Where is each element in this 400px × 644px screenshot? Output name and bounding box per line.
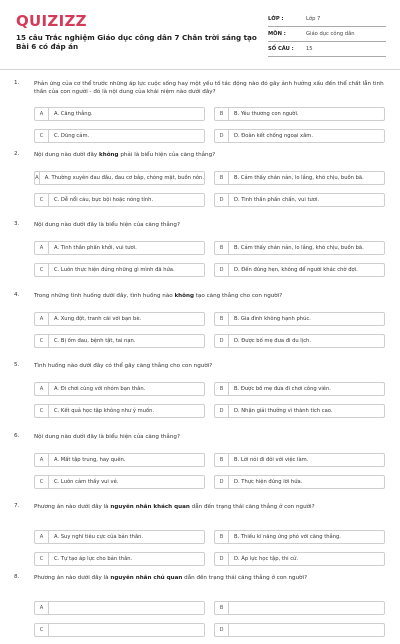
option-text: C. Tự tạo áp lực cho bản thân. (54, 556, 133, 562)
option-text: D. Áp lực học tập, thi cử. (234, 556, 298, 562)
answer-option-c[interactable] (34, 334, 205, 348)
option-letter: C (35, 476, 49, 488)
meta-value: Giáo dục công dân (306, 31, 355, 37)
question-item (0, 433, 400, 503)
answer-option-d[interactable] (214, 623, 385, 637)
question-text-part: Phương án nào dưới đây là (34, 504, 111, 510)
option-text: B. Thiếu kĩ năng ứng phó với căng thẳng. (234, 534, 341, 540)
question-text-part: Nội dung nào dưới đây là biểu hiện của căng thẳng? (34, 433, 180, 440)
option-letter: B (215, 383, 229, 395)
answer-option-a[interactable] (34, 382, 205, 396)
question-item (0, 362, 400, 432)
answer-option-b[interactable] (214, 601, 385, 615)
answer-option-b[interactable] (214, 107, 385, 121)
option-text: D. Thực hiện đúng lời hứa. (234, 478, 303, 485)
question-number: 6. (14, 432, 20, 439)
question-text (34, 574, 384, 582)
option-text: B. Cảm thấy chán nản, lo lắng, khó chịu, buồn bã. (234, 245, 364, 251)
answer-option-c[interactable] (34, 475, 205, 489)
option-letter: A (35, 108, 49, 120)
question-number: 7. (14, 503, 20, 509)
option-letter: B (215, 313, 229, 325)
option-text: C. Luôn thực hiện đúng những gì mình đã hứa. (54, 267, 175, 273)
option-letter: C (35, 553, 49, 565)
question-item (0, 503, 400, 573)
worksheet-meta (268, 12, 386, 57)
meta-label: SỐ CÂU : (268, 46, 294, 52)
question-number: 5. (14, 362, 20, 368)
question-text-part: Phản ứng của cơ thể trước những áp lực cuộc sống hay một yếu tố tác động nào đó gây ảnh hưởng xấu đến thể chất lẫn tinh thần của con người - đó là nội dung của khái niệm nào dưới đây? (34, 81, 384, 95)
option-letter: A (35, 313, 49, 325)
option-letter: C (35, 264, 49, 276)
option-letter: C (35, 194, 49, 206)
answer-option-a[interactable] (34, 241, 205, 255)
answer-option-a[interactable] (34, 171, 205, 185)
meta-row-subject (268, 27, 386, 42)
option-letter: D (215, 624, 229, 636)
option-letter: B (215, 108, 229, 120)
option-text: B. Lời nói đi đôi với việc làm. (234, 456, 309, 463)
answer-option-b[interactable] (214, 453, 385, 467)
answer-option-c[interactable] (34, 623, 205, 637)
option-text: B. Gia đình không hạnh phúc. (234, 315, 311, 322)
option-text: B. Cảm thấy chán nản, lo lắng, khó chịu, buồn bã. (234, 174, 364, 181)
option-text: A. Căng thẳng. (54, 111, 93, 117)
answer-option-d[interactable] (214, 129, 385, 143)
answer-option-d[interactable] (214, 193, 385, 207)
answer-option-b[interactable] (214, 382, 385, 396)
question-text-part: Tình huống nào dưới đây có thể gây căng thẳng cho con người? (34, 363, 213, 369)
answer-option-d[interactable] (214, 404, 385, 418)
question-text-part: Nội dung nào dưới đây là biểu hiện của căng thẳng? (34, 222, 180, 228)
option-text: D. Đến đúng hẹn, không để người khác chờ đợi. (234, 267, 358, 273)
answer-option-c[interactable] (34, 552, 205, 566)
question-text (34, 433, 384, 441)
option-text: A. Tinh thần phấn khởi, vui tươi. (54, 245, 137, 251)
question-text (34, 292, 384, 300)
option-text: D. Nhận giải thưởng vì thành tích cao. (234, 408, 333, 414)
question-item (0, 221, 400, 291)
answer-option-b[interactable] (214, 530, 385, 544)
answer-option-d[interactable] (214, 475, 385, 489)
answer-option-c[interactable] (34, 193, 205, 207)
option-text: C. Luôn cảm thấy vui vẻ. (54, 478, 119, 485)
question-text-part: Trong những tình huống dưới đây, tình huống nào (34, 292, 175, 299)
option-text: A. Mất tập trung, hay quên. (54, 456, 126, 463)
meta-label: MÔN : (268, 31, 286, 37)
answer-option-b[interactable] (214, 312, 385, 326)
question-text (34, 221, 384, 229)
option-letter: A (35, 242, 49, 254)
quizizz-logo: QUIZIZZ (16, 12, 87, 30)
answer-option-c[interactable] (34, 404, 205, 418)
question-number: 4. (14, 291, 20, 298)
option-text: B. Được bố mẹ đưa đi chơi công viên. (234, 386, 331, 392)
option-text: B. Yêu thương con người. (234, 111, 299, 117)
option-letter: A (35, 531, 49, 543)
question-item (0, 574, 400, 644)
option-text: A. Suy nghĩ tiêu cực của bản thân. (54, 534, 144, 540)
answer-option-b[interactable] (214, 241, 385, 255)
meta-value: 15 (306, 46, 313, 52)
option-letter: C (35, 335, 49, 347)
answer-option-d[interactable] (214, 334, 385, 348)
question-emphasis: không (99, 151, 119, 158)
option-text: C. Bị ốm đau, bệnh tật, tai nạn. (54, 337, 136, 344)
question-emphasis: không (174, 292, 194, 299)
question-text (34, 80, 384, 96)
option-text: D. Tinh thần phấn chấn, vui tươi. (234, 196, 320, 203)
option-letter: D (215, 405, 229, 417)
option-letter: A (35, 454, 49, 466)
question-item (0, 80, 400, 150)
option-letter: B (215, 454, 229, 466)
answer-option-a[interactable] (34, 601, 205, 615)
option-text: A. Xung đột, tranh cãi với bạn bè. (54, 315, 142, 322)
option-letter: A (35, 172, 40, 184)
question-text-part: Nội dung nào dưới đây (34, 151, 100, 158)
answer-option-b[interactable] (214, 171, 385, 185)
question-text-part: dẫn đến trạng thái căng thẳng ở con người? (189, 504, 315, 510)
question-number: 2. (14, 150, 20, 157)
worksheet-header (0, 0, 400, 66)
option-letter: D (215, 476, 229, 488)
header-divider (0, 69, 400, 70)
answer-option-a[interactable] (34, 453, 205, 467)
question-text (34, 362, 384, 370)
option-text: D. Đoàn kết chống ngoại xâm. (234, 133, 313, 139)
option-letter: D (215, 264, 229, 276)
option-text: C. Dũng cảm. (54, 133, 90, 139)
option-letter: A (35, 383, 49, 395)
question-text (34, 151, 384, 159)
question-emphasis: nguyên nhân chủ quan (110, 574, 183, 581)
answer-option-d[interactable] (214, 263, 385, 277)
option-text: A. Đi chơi cùng với nhóm bạn thân. (54, 386, 146, 392)
option-text: C. Dễ nổi cáu, bực bội hoặc nóng tính. (54, 196, 154, 203)
meta-row-count (268, 42, 386, 57)
question-text-part: tạo căng thẳng cho con người? (194, 292, 283, 299)
question-text-part: phải là biểu hiện của căng thẳng? (118, 151, 216, 158)
option-text: C. Kết quả học tập không như ý muốn. (54, 408, 155, 414)
option-letter: C (35, 624, 49, 636)
answer-option-c[interactable] (34, 263, 205, 277)
option-letter: D (215, 194, 229, 206)
meta-label: LỚP : (268, 16, 284, 22)
option-text: A. Thường xuyên đau đầu, đau cơ bắp, chóng mặt, buồn nôn. (44, 174, 204, 181)
option-letter: B (215, 531, 229, 543)
option-letter: A (35, 602, 49, 614)
meta-row-grade (268, 12, 386, 27)
option-letter: B (215, 172, 229, 184)
meta-value: Lớp 7 (306, 16, 321, 22)
question-item (0, 292, 400, 362)
option-text: D. Được bố mẹ đưa đi du lịch. (234, 337, 311, 344)
option-letter: D (215, 553, 229, 565)
option-letter: B (215, 242, 229, 254)
option-letter: C (35, 130, 49, 142)
question-text (34, 503, 384, 511)
question-number: 1. (14, 80, 20, 86)
answer-option-a[interactable] (34, 530, 205, 544)
question-text-part: Phương án nào dưới đây là (34, 574, 111, 581)
worksheet-title: 15 câu Trắc nghiệm Giáo dục công dân 7 Chân trời sáng tạo Bài 6 có đáp án (16, 33, 257, 51)
answer-option-a[interactable] (34, 107, 205, 121)
question-emphasis: nguyên nhân khách quan (110, 504, 190, 510)
option-letter: D (215, 335, 229, 347)
option-letter: C (35, 405, 49, 417)
answer-option-d[interactable] (214, 552, 385, 566)
answer-option-a[interactable] (34, 312, 205, 326)
answer-option-c[interactable] (34, 129, 205, 143)
question-number: 3. (14, 221, 20, 227)
question-text-part: dẫn đến trạng thái căng thẳng ở con người? (182, 574, 308, 581)
option-letter: D (215, 130, 229, 142)
option-letter: B (215, 602, 229, 614)
question-item (0, 151, 400, 221)
question-number: 8. (14, 573, 20, 580)
